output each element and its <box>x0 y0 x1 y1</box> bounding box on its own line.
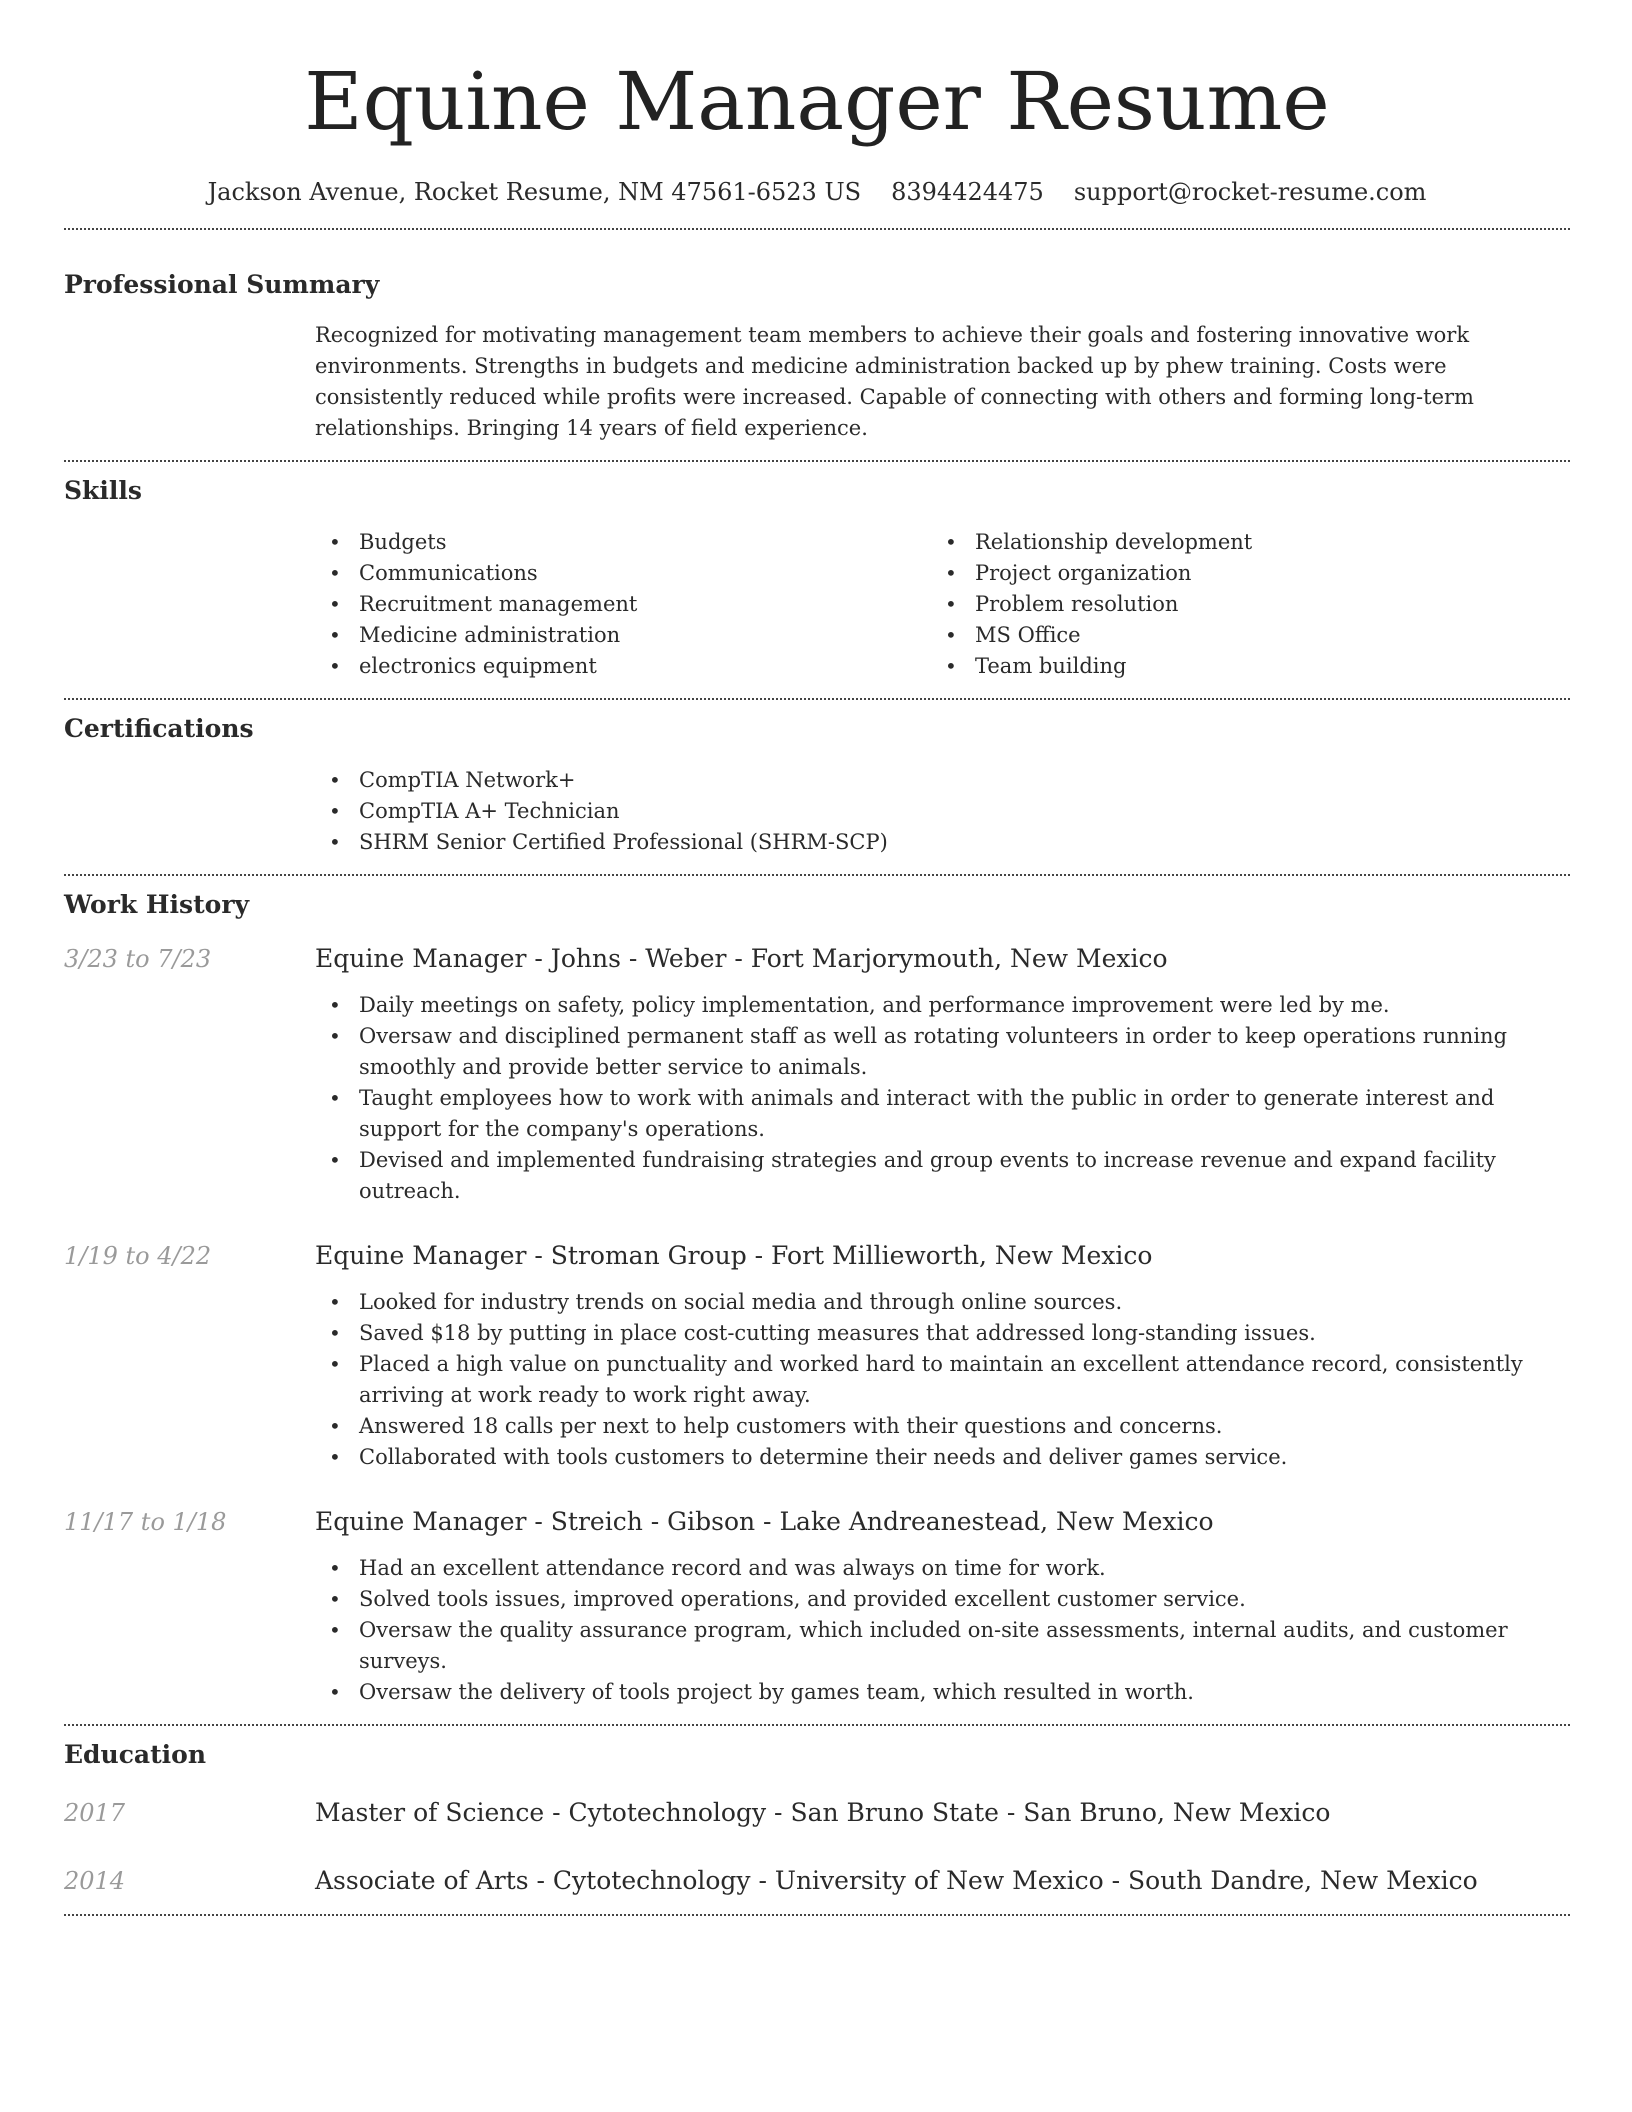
education-year: 2014 <box>64 1867 126 1895</box>
job-entry <box>64 1239 1570 1473</box>
list-item: • Relationship development <box>931 527 1547 558</box>
list-item: • Recruitment management <box>315 589 931 620</box>
education-degree: Associate of Arts - Cytotechnology - University of New Mexico - South Dandre, New Mexico <box>315 1866 1478 1895</box>
list-item: • CompTIA Network+ <box>315 765 1570 796</box>
summary-section <box>64 268 1570 444</box>
page-title: Equine Manager Resume <box>304 55 1330 148</box>
list-item: • Taught employees how to work with animals and interact with the public in order to generate interest and support for the company's operations. <box>315 1083 1570 1145</box>
section-title-skills: Skills <box>64 476 142 505</box>
divider <box>64 228 1570 230</box>
job-entry <box>64 1505 1570 1708</box>
resume-header <box>64 52 1570 210</box>
list-item: • CompTIA A+ Technician <box>315 796 1570 827</box>
job-dates: 11/17 to 1/18 <box>64 1508 227 1536</box>
skills-list-left <box>315 527 931 682</box>
section-title-certifications: Certifications <box>64 714 254 743</box>
contact-address: Jackson Avenue, Rocket Resume, NM 47561-6523 US <box>207 178 862 206</box>
job-header <box>64 1239 1570 1273</box>
list-item: • Oversaw and disciplined permanent staff as well as rotating volunteers in order to keep operations running smoothly and provide better service to animals. <box>315 1021 1570 1083</box>
summary-text: Recognized for motivating management team members to achieve their goals and fostering innovative work environments. Strengths in budgets and medicine administration backed up by phew training. Costs were consistently reduced while profits were increased. Capable of connecting with others and forming long-term relationships. Bringing 14 years of field experience. <box>315 323 1474 440</box>
education-entry <box>64 1796 1570 1830</box>
education-degree: Master of Science - Cytotechnology - San Bruno State - San Bruno, New Mexico <box>315 1798 1331 1827</box>
job-dates: 3/23 to 7/23 <box>64 945 212 973</box>
divider <box>64 698 1570 700</box>
job-header <box>64 1505 1570 1539</box>
list-item: • Collaborated with tools customers to determine their needs and deliver games service. <box>315 1442 1570 1473</box>
job-title: Equine Manager - Stroman Group - Fort Millieworth, New Mexico <box>315 1241 1153 1270</box>
work-section <box>64 888 1570 1708</box>
job-entry <box>64 942 1570 1207</box>
list-item: • Oversaw the quality assurance program, which included on-site assessments, internal audits, and customer surveys. <box>315 1615 1570 1677</box>
list-item: • Placed a high value on punctuality and worked hard to maintain an excellent attendance record, consistently arriving at work ready to work right away. <box>315 1349 1570 1411</box>
list-item: • Problem resolution <box>931 589 1547 620</box>
list-item: • Answered 18 calls per next to help customers with their questions and concerns. <box>315 1411 1570 1442</box>
list-item: • Saved $18 by putting in place cost-cutting measures that addressed long-standing issues. <box>315 1318 1570 1349</box>
skills-list-right <box>931 527 1547 682</box>
list-item: • Daily meetings on safety, policy implementation, and performance improvement were led by me. <box>315 990 1570 1021</box>
job-title: Equine Manager - Johns - Weber - Fort Marjorymouth, New Mexico <box>315 944 1168 973</box>
job-header <box>64 942 1570 976</box>
job-bullets <box>315 1553 1570 1708</box>
skills-section <box>64 474 1570 682</box>
list-item: • Solved tools issues, improved operations, and provided excellent customer service. <box>315 1584 1570 1615</box>
education-section <box>64 1738 1570 1898</box>
divider <box>64 1914 1570 1916</box>
contact-email[interactable]: support@rocket-resume.com <box>1073 178 1427 206</box>
certifications-section <box>64 712 1570 858</box>
job-bullets <box>315 1287 1570 1473</box>
list-item: • Oversaw the delivery of tools project by games team, which resulted in worth. <box>315 1677 1570 1708</box>
skills-grid <box>315 527 1570 682</box>
divider <box>64 874 1570 876</box>
list-item: • Looked for industry trends on social media and through online sources. <box>315 1287 1570 1318</box>
education-year: 2017 <box>64 1799 126 1827</box>
list-item: • Medicine administration <box>315 620 931 651</box>
list-item: • electronics equipment <box>315 651 931 682</box>
list-item: • Had an excellent attendance record and was always on time for work. <box>315 1553 1570 1584</box>
section-title-summary: Professional Summary <box>64 270 380 299</box>
list-item: • MS Office <box>931 620 1547 651</box>
job-title: Equine Manager - Streich - Gibson - Lake Andreanestead, New Mexico <box>315 1507 1214 1536</box>
list-item: • Communications <box>315 558 931 589</box>
resume-page <box>64 0 1570 2112</box>
divider <box>64 460 1570 462</box>
list-item: • Team building <box>931 651 1547 682</box>
job-bullets <box>315 990 1570 1207</box>
section-title-education: Education <box>64 1740 207 1769</box>
list-item: • Budgets <box>315 527 931 558</box>
education-entry <box>64 1864 1570 1898</box>
contact-phone: 8394424475 <box>891 178 1044 206</box>
contact-line <box>64 174 1570 210</box>
list-item: • Project organization <box>931 558 1547 589</box>
section-title-work: Work History <box>64 890 250 919</box>
list-item: • SHRM Senior Certified Professional (SHRM-SCP) <box>315 827 1570 858</box>
list-item: • Devised and implemented fundraising strategies and group events to increase revenue and expand facility outreach. <box>315 1145 1570 1207</box>
job-dates: 1/19 to 4/22 <box>64 1242 212 1270</box>
certifications-list <box>315 765 1570 858</box>
divider <box>64 1724 1570 1726</box>
